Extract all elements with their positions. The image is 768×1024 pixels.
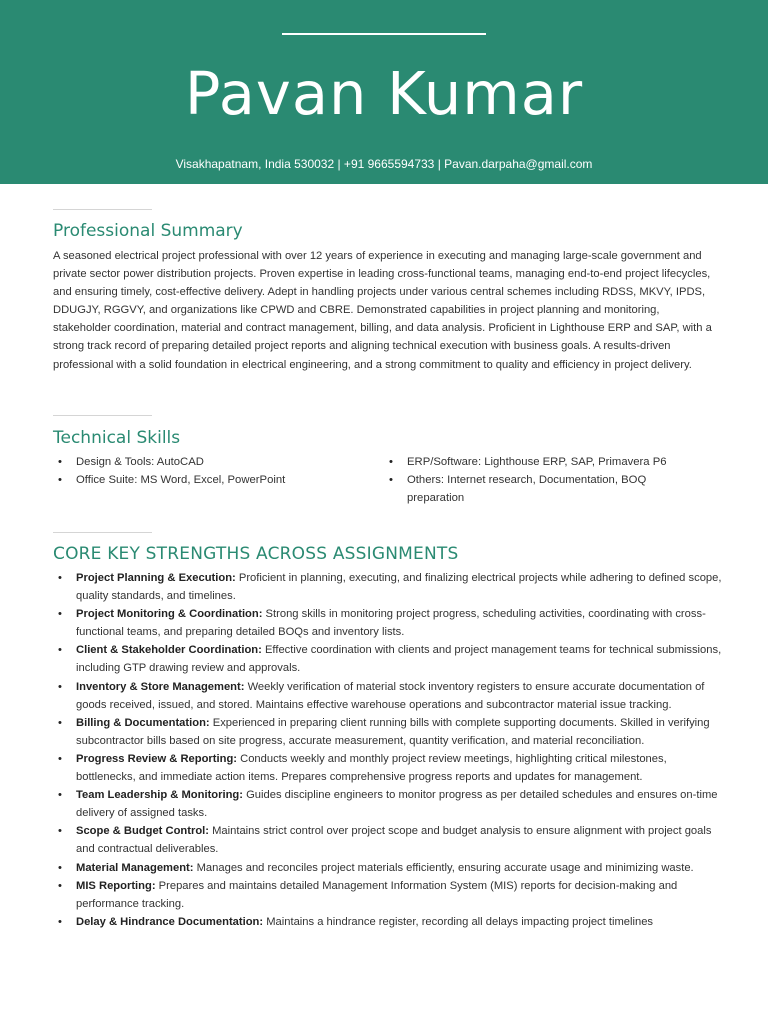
strength-label: Team Leadership & Monitoring: [76, 789, 243, 802]
skills-list-left [53, 453, 373, 489]
strength-label: Client & Stakeholder Coordination: [76, 644, 262, 657]
candidate-name: Pavan Kumar [184, 59, 584, 128]
strength-text: Maintains a hindrance register, recording all delays impacting project timelines [263, 915, 654, 928]
strength-item [53, 877, 723, 913]
strength-text: Effective coordination with clients and project management teams for technical submissions, including GTP drawing review and approvals. [76, 644, 722, 675]
strength-label: Project Planning & Execution: [76, 572, 236, 584]
strength-item [53, 678, 723, 714]
strength-item [53, 786, 723, 822]
strength-item [53, 714, 723, 750]
header-banner [0, 0, 768, 184]
strength-label: Progress Review & Reporting: [76, 752, 238, 765]
strength-label: Scope & Budget Control: [76, 825, 209, 838]
strength-text: Strong skills in monitoring project progress, scheduling activities, coordinating with cross-functional teams, and preparing detailed BOQs and inventory lists. [76, 608, 706, 639]
strength-label: Inventory & Store Management: [76, 680, 245, 693]
skill-item: • Design & Tools: AutoCAD [53, 453, 373, 471]
skill-item: • Office Suite: MS Word, Excel, PowerPoint [53, 471, 373, 489]
strength-label: MIS Reporting: [76, 879, 156, 892]
header-divider [282, 33, 486, 35]
strengths-divider [53, 532, 152, 533]
strength-text: Conducts weekly and monthly project review meetings, highlighting critical milestones, bottlenecks, and immediate action items. Prepares comprehensive progress reports and updates for management. [76, 752, 667, 784]
strength-item [53, 822, 723, 858]
strength-item [53, 605, 723, 641]
strength-item [53, 750, 723, 786]
strengths-list [53, 569, 723, 931]
contact-line: Visakhapatnam, India 530032 | +91 9665594733 | Pavan.darpaha@gmail.com [175, 157, 593, 171]
strength-text: Weekly verification of material stock inventory registers to ensure accurate documentation of goods received, issued, and stored. Maintains effective warehouse operations and subcontractor material issue tracking. [76, 680, 705, 711]
strength-text: Experienced in preparing client running bills with complete supporting documents. Skilled in verifying subcontractor bills based on site progress, accurate measurement, quantity verification, and material reconciliation. [76, 716, 710, 747]
strength-text: Manages and reconciles project materials efficiently, ensuring accurate usage and minimizing waste. [193, 861, 694, 874]
strength-text: Guides discipline engineers to monitor progress as per detailed schedules and ensures on-time delivery of assigned tasks. [76, 789, 718, 820]
skills-divider [53, 415, 152, 416]
skill-item: • ERP/Software: Lighthouse ERP, SAP, Primavera P6 [384, 453, 694, 471]
strength-text: Prepares and maintains detailed Management Information System (MIS) reports for decision-making and performance tracking. [76, 879, 678, 910]
skills-list-right [384, 453, 694, 508]
strength-label: Delay & Hindrance Documentation: [76, 915, 264, 928]
skills-heading: Technical Skills [53, 428, 181, 448]
summary-divider [53, 209, 152, 210]
strength-text: Proficient in planning, executing, and finalizing electrical projects while adhering to defined scope, quality standards, and timelines. [76, 572, 722, 603]
strength-label: Billing & Documentation: [76, 716, 210, 729]
summary-heading: Professional Summary [53, 221, 243, 241]
strength-item [53, 569, 723, 605]
strength-label: Project Monitoring & Coordination: [76, 608, 263, 621]
skill-item: • Others: Internet research, Documentation, BOQ preparation [384, 471, 694, 507]
summary-text: A seasoned electrical project professional with over 12 years of experience in executing and managing large-scale government and private sector power distribution projects. Proven expertise in leading cross-functional teams, managing end-to-end project lifecycles, and ensuring timely, cost-effective delivery. Adept in handling projects under various central schemes including RDSS, MKVY, IPDS, DDUGJY, RGGVY, and organizations like CPWD and CBRE. Demonstrated capabilities in project planning and monitoring, stakeholder coordination, material and contract management, billing, and data analysis. Proficient in Lighthouse ERP and SAP, with a strong track record of preparing detailed project reports and aligning technical execution with business goals. A results-driven professional with a solid foundation in electrical engineering, and a strong commitment to quality and efficiency in project delivery. [53, 250, 712, 371]
strength-text: Maintains strict control over project scope and budget analysis to ensure alignment with project goals and contractual deliverables. [76, 825, 712, 856]
strength-label: Material Management: [76, 861, 194, 874]
strength-item [53, 641, 723, 677]
strength-item [53, 859, 723, 877]
strengths-heading: CORE KEY STRENGTHS ACROSS ASSIGNMENTS [53, 544, 459, 564]
strength-item [53, 913, 723, 931]
